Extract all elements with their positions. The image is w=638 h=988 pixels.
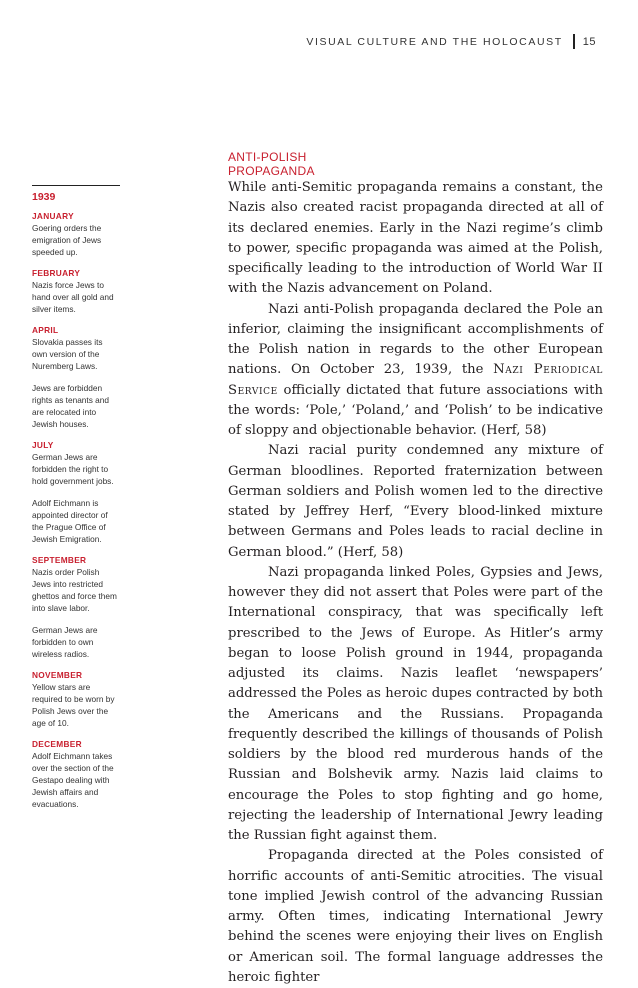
article-body xyxy=(228,178,603,988)
running-head xyxy=(306,34,596,49)
timeline-entry: Jews are forbidden rights as tenants and are relocated into Jewish houses. xyxy=(32,383,110,429)
page-number: 15 xyxy=(582,35,596,48)
periodical-name: Nazi Periodical Service xyxy=(228,362,604,398)
timeline-year: 1939 xyxy=(32,191,56,203)
timeline-entry: Nazis force Jews to hand over all gold and silver items. xyxy=(32,280,114,314)
paragraph: Nazi racial purity condemned any mixture of German bloodlines. Reported fraternization between German soldiers and Polish women led to the directive stated by Jeffrey Herf, “Every blood-linked mixture between Germans and Poles leads to racial decline in German blood.” (Herf, 58) xyxy=(228,443,603,560)
paragraph-text: Nazi anti-Polish propaganda declared the Pole an inferior, claiming the insignificant accomplishments of the Polish nation in regards to the other European nations. On October 23, 1939, the xyxy=(228,301,603,378)
header-divider xyxy=(573,34,575,49)
timeline-month: DECEMBER xyxy=(32,739,82,749)
timeline-entry: Slovakia passes its own version of the Nuremberg Laws. xyxy=(32,337,103,371)
section-heading xyxy=(228,150,315,178)
timeline-entry: Adolf Eichmann is appointed director of the Prague Office of Jewish Emigration. xyxy=(32,498,108,544)
timeline-month: JANUARY xyxy=(32,211,74,221)
timeline-entry: German Jews are forbidden to own wireless radios. xyxy=(32,625,98,659)
paragraph: Propaganda directed at the Poles consisted of horrific accounts of anti-Semitic atrocities. The visual tone implied Jewish control of the advancing Russian army. Often times, indicating International Jewry behind the scenes were enjoying their lives on English or American soil. The formal language addresses the heroic fighter xyxy=(228,848,603,985)
timeline-month: JULY xyxy=(32,440,54,450)
timeline-entry: Adolf Eichmann takes over the section of the Gestapo dealing with Jewish affairs and evacuations. xyxy=(32,751,114,809)
timeline-entry: Nazis order Polish Jews into restricted ghettos and force them into slave labor. xyxy=(32,567,117,613)
timeline-sidebar xyxy=(32,185,120,820)
paragraph: Nazi propaganda linked Poles, Gypsies and Jews, however they did not assert that Poles were part of the International conspiracy, that was specifically left prescribed to the Jews of Europe. As Hitler’s army began to loose Polish ground in 1944, propaganda adjusted its claims. Nazis leaflet ‘newspapers’ addressed the Poles as heroic dupes contracted by both the Americans and the Russians. Propaganda frequently described the killings of thousands of Polish soldiers by the blood red murderous hands of the Russian and Bolshevik army. Nazis laid claims to encourage the Poles to stop fighting and go home, rejecting the leadership of International Jewry leading the Russian fight against them. xyxy=(228,564,603,843)
timeline-entry: Yellow stars are required to be worn by Polish Jews over the age of 10. xyxy=(32,682,115,728)
running-title: VISUAL CULTURE AND THE HOLOCAUST xyxy=(306,35,563,48)
section-heading-line: PROPAGANDA xyxy=(228,164,315,178)
timeline-month: NOVEMBER xyxy=(32,670,83,680)
timeline-month: FEBRUARY xyxy=(32,268,81,278)
timeline-entry: Goering orders the emigration of Jews speeded up. xyxy=(32,223,102,257)
timeline-rule xyxy=(32,185,120,186)
timeline-entry: German Jews are forbidden the right to hold government jobs. xyxy=(32,452,114,486)
timeline-month: APRIL xyxy=(32,325,59,335)
timeline-month: SEPTEMBER xyxy=(32,555,87,565)
paragraph: While anti-Semitic propaganda remains a constant, the Nazis also created racist propaganda directed at all of its declared enemies. Early in the Nazi regime’s climb to power, specific propaganda was aimed at the Polish, specifically leading to the introduction of World War II with the Nazis advancement on Poland. xyxy=(228,180,603,297)
section-heading-line: ANTI-POLISH xyxy=(228,150,307,164)
paragraph xyxy=(228,300,603,442)
paragraph-text: officially dictated that future associations with the words: ‘Pole,’ ‘Poland,’ and ‘Polish’ to be indicative of sloppy and objectionable behavior. (Herf, 58) xyxy=(228,382,603,438)
